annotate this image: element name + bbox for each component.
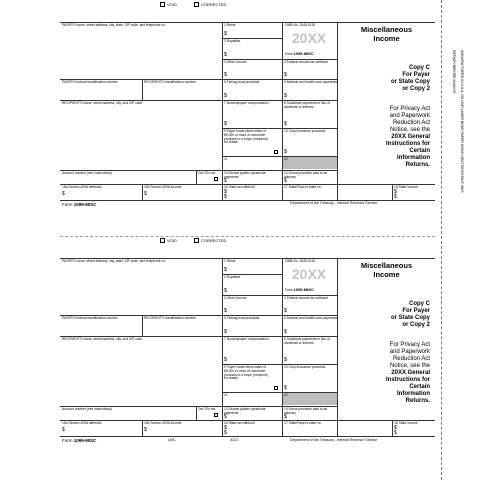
tin2-label: 2nd TIN not.: [198, 171, 217, 175]
box4-label: 4 Federal income tax withheld: [284, 60, 328, 64]
form-title: Miscellaneous Income: [360, 25, 413, 43]
tin2-checkbox[interactable]: [214, 177, 218, 181]
box18-label-2: 18 State income: [394, 421, 418, 425]
form-copy-top: VOID CORRECTED PAYER'S name, street address, city, state, ZIP code, and telephone no. PAYER'S federal identification number RECIPIENT'S identification number RECIPIENT'S name, street address, city, and ZIP code Account number (see instructions) 2nd TIN not. 15a Section 409A deferrals $ 15b Section 409A income $ 1 Rents $ 2 Royalties $ 3 Other income $ 4 Federal income tax withheld $ 5 Fishing boat proceeds $ 6 Medical and health care payments $ 7 Nonemployee compensation $ 8 Substitute payments in lieu of dividends or interest $ 9 Payer made direct sales of $5,000 or more of consumer products to a buyer (recipient) for resale 10 Crop insurance proceeds $ 11 12 13 Excess golden parachute payments $ 14 Gross proceeds paid to an attorney $ 16 State tax withheld $ $ 17 State/Payer's state no. 18 State income $ $ OMB No. 1545-0115 20XX Form 1099-MISC Miscellaneous Income Copy C For Payer or State Copy or Copy 2 For Privacy Act and Paperwork Reduction Act Notice, see the 20XX General Instructions for Certain Information Returns. Form 1099-MISC Department of the Treasury - Internal Revenue Service: [0, 22, 460, 235]
manufacturer-notice: MANUFACTURED IN U.S.A. ON OUR LASER BOND PAPER USING HEAT RESISTANT INKS: [460, 50, 464, 193]
box6-label: 6 Medical and health care payments: [284, 80, 337, 84]
box14-label: 14 Gross proceeds paid to an attorney: [284, 171, 328, 179]
box2-label: 2 Royalties: [224, 39, 241, 43]
box1-label-2: 1 Rents: [224, 259, 236, 263]
box5-label: 5 Fishing boat proceeds: [224, 80, 260, 84]
box17-label-2: 17 State/Payer's state no.: [284, 421, 322, 425]
omb-number-2: OMB No. 1545-0115: [285, 259, 315, 263]
form-title-2: Miscellaneous Income: [360, 261, 413, 279]
box11-label-2: 11: [224, 393, 228, 397]
box9-checkbox[interactable]: [274, 150, 278, 154]
box10-label-2: 10 Crop insurance proceeds: [284, 365, 326, 369]
box15a-label: 15a Section 409A deferrals: [62, 185, 102, 189]
box3-label-2: 3 Other income: [224, 296, 247, 300]
copy-info-2: Copy C For Payer or State Copy or Copy 2: [390, 301, 430, 328]
box4-label-2: 4 Federal income tax withheld: [284, 296, 328, 300]
box13-label: 13 Excess golden parachute payments: [224, 171, 266, 179]
form-code: 5113: [230, 438, 238, 442]
form-label: Form 1099-MISC: [285, 51, 314, 56]
privacy-notice: For Privacy Act and Paperwork Reduction Act Notice, see the 20XX General Instructions for Certain Information Returns.: [385, 106, 430, 168]
box1-label: 1 Rents: [224, 23, 236, 27]
perforation-line: [60, 236, 435, 237]
box18-label: 18 State income: [394, 185, 418, 189]
box8-label-2: 8 Substitute payments in lieu of dividends or interest: [284, 337, 330, 345]
box13-label-2: 13 Excess golden parachute payments: [224, 407, 266, 415]
void-label: VOID: [167, 2, 177, 7]
form-label-2: Form 1099-MISC: [285, 287, 314, 292]
recipient-tin-label-2: RECIPIENT'S identification number: [144, 316, 196, 320]
box9-checkbox-2[interactable]: [274, 386, 278, 390]
recipient-name-label: RECIPIENT'S name, street address, city, and ZIP code: [62, 101, 143, 105]
recipient-tin-label: RECIPIENT'S identification number: [144, 80, 196, 84]
account-label-2: Account number (see instructions): [62, 407, 113, 411]
box5-label-2: 5 Fishing boat proceeds: [224, 316, 260, 320]
payer-name-label: PAYER'S name, street address, city, state, ZIP code, and telephone no.: [62, 23, 167, 27]
corrected-label-2: CORRECTED: [201, 238, 227, 243]
box16-label: 16 State tax withheld: [224, 185, 255, 189]
tin2-label-2: 2nd TIN not.: [198, 407, 217, 411]
dept-label: Department of the Treasury - Internal Revenue Service: [290, 201, 378, 205]
box7-label: 7 Nonemployee compensation: [224, 101, 269, 105]
form-copy-bottom: VOID CORRECTED PAYER'S name, street address, city, state, ZIP code, and telephone no. PAYER'S federal identification number RECIPIENT'S identification number RECIPIENT'S name, street address, city, and ZIP code Account number (see instructions) 2nd TIN not. 15a Section 409A deferrals $ 15b Section 409A income $ 1 Rents $ 2 Royalties $ 3 Other income $ 4 Federal income tax withheld $ 5 Fishing boat proceeds $ 6 Medical and health care payments $ 7 Nonemployee compensation $ 8 Substitute payments in lieu of dividends or interest $ 9 Payer made direct sales of $5,000 or more of consumer products to a buyer (recipient) for resale 10 Crop insurance proceeds $ 11 12 13 Excess golden parachute payments $ 14 Gross proceeds paid to an attorney $ 16 State tax withheld $ $ 17 State/Payer's state no. 18 State income $ $ OMB No. 1545-0115 20XX Form 1099-MISC Miscellaneous Income Copy C For Payer or State Copy or Copy 2 For Privacy Act and Paperwork Reduction Act Notice, see the 20XX General Instructions for Certain Information Returns. Form 1099-MISC LMC 5113 Department of the Treasury - Internal Revenue Service: [0, 258, 460, 471]
box7-label-2: 7 Nonemployee compensation: [224, 337, 269, 341]
corrected-checkbox[interactable]: [194, 2, 199, 7]
corrected-checkbox-2[interactable]: [194, 238, 199, 243]
detach-notice: DETACH BEFORE MAILING: [452, 50, 456, 94]
box6-label-2: 6 Medical and health care payments: [284, 316, 337, 320]
tax-year: 20XX: [291, 30, 327, 46]
box11-label: 11: [224, 157, 228, 161]
copy-info: Copy C For Payer or State Copy or Copy 2: [390, 65, 430, 92]
void-checkbox-2[interactable]: [160, 238, 165, 243]
box15b-label-2: 15b Section 409A income: [144, 421, 182, 425]
void-checkbox[interactable]: [160, 2, 165, 7]
box17-label: 17 State/Payer's state no.: [284, 185, 322, 189]
box10-label: 10 Crop insurance proceeds: [284, 129, 326, 133]
corrected-label: CORRECTED: [201, 2, 227, 7]
box15b-label: 15b Section 409A income: [144, 185, 182, 189]
box12-label-2: 12: [284, 393, 288, 397]
box16-label-2: 16 State tax withheld: [224, 421, 255, 425]
tax-year-2: 20XX: [291, 266, 327, 282]
box15a-label-2: 15a Section 409A deferrals: [62, 421, 102, 425]
box14-label-2: 14 Gross proceeds paid to an attorney: [284, 407, 328, 415]
lmc-label: LMC: [168, 438, 176, 442]
tin2-checkbox-2[interactable]: [214, 413, 218, 417]
payer-tin-label-2: PAYER'S federal identification number: [62, 316, 118, 320]
box3-label: 3 Other income: [224, 60, 247, 64]
box12-label: 12: [284, 157, 288, 161]
recipient-name-label-2: RECIPIENT'S name, street address, city, and ZIP code: [62, 337, 143, 341]
box8-label: 8 Substitute payments in lieu of dividends or interest: [284, 101, 330, 109]
form-footer-id-2: Form 1099-MISC: [62, 438, 97, 443]
payer-name-label-2: PAYER'S name, street address, city, state, ZIP code, and telephone no.: [62, 259, 167, 263]
form-footer-id: Form 1099-MISC: [62, 202, 97, 207]
account-label: Account number (see instructions): [62, 171, 113, 175]
payer-tin-label: PAYER'S federal identification number: [62, 80, 118, 84]
omb-number: OMB No. 1545-0115: [285, 23, 315, 27]
void-label-2: VOID: [167, 238, 177, 243]
box2-label-2: 2 Royalties: [224, 275, 241, 279]
box9-label: 9 Payer made direct sales of $5,000 or more of consumer products to a buyer (recipient) for resale: [224, 129, 268, 145]
dept-label-2: Department of the Treasury - Internal Revenue Service: [290, 438, 378, 442]
side-perforation: [441, 0, 442, 480]
box9-label-2: 9 Payer made direct sales of $5,000 or more of consumer products to a buyer (recipient) for resale: [224, 365, 268, 381]
privacy-notice-2: For Privacy Act and Paperwork Reduction Act Notice, see the 20XX General Instructions for Certain Information Returns.: [385, 342, 430, 404]
